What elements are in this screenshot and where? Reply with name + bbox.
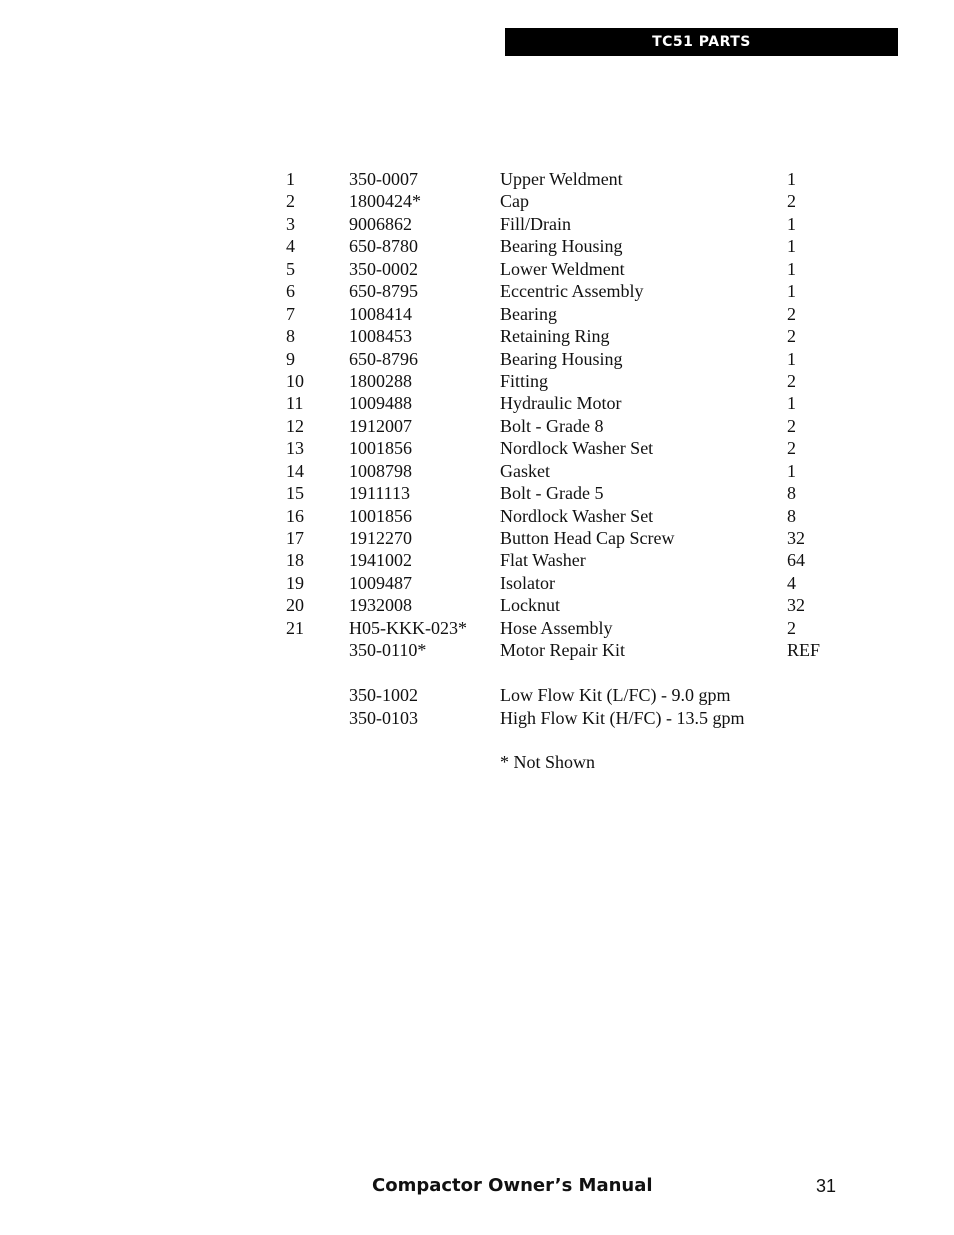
part-number: 1911113 — [349, 483, 410, 504]
part-description: Isolator — [500, 572, 555, 593]
item-number: 8 — [286, 326, 295, 347]
item-number: 14 — [286, 460, 304, 481]
part-number: 650-8796 — [349, 348, 418, 369]
part-description: Eccentric Assembly — [500, 281, 644, 302]
part-number: 350-0002 — [349, 258, 418, 279]
part-description: Bearing — [500, 303, 557, 324]
spacer — [286, 729, 846, 751]
part-description: Bearing Housing — [500, 348, 623, 369]
part-description: Retaining Ring — [500, 326, 610, 347]
item-number: 13 — [286, 438, 304, 459]
part-number: 1800288 — [349, 370, 412, 391]
item-number: 5 — [286, 258, 295, 279]
part-quantity: 32 — [787, 595, 805, 616]
item-number: 2 — [286, 191, 295, 212]
parts-row — [286, 213, 846, 235]
parts-row — [286, 392, 846, 414]
item-number: 4 — [286, 236, 295, 257]
part-description: Locknut — [500, 595, 560, 616]
footnote: * Not Shown — [500, 752, 596, 773]
part-number: 650-8795 — [349, 281, 418, 302]
parts-row — [286, 168, 846, 190]
part-quantity: 1 — [787, 213, 796, 234]
part-quantity: REF — [787, 640, 821, 661]
kit-part-number: 350-1002 — [349, 685, 418, 706]
part-description: Flat Washer — [500, 550, 586, 571]
part-number: 1800424* — [349, 191, 421, 212]
part-quantity: 1 — [787, 348, 796, 369]
part-quantity: 1 — [787, 258, 796, 279]
part-description: Fitting — [500, 370, 549, 391]
parts-row — [286, 325, 846, 347]
parts-row — [286, 460, 846, 482]
part-quantity: 2 — [787, 326, 796, 347]
kit-description: Low Flow Kit (L/FC) - 9.0 gpm — [500, 685, 731, 706]
item-number: 1 — [286, 169, 295, 189]
spacer — [286, 662, 846, 684]
page-number: 31 — [816, 1176, 837, 1196]
parts-row — [286, 505, 846, 527]
kit-description: High Flow Kit (H/FC) - 13.5 gpm — [500, 707, 745, 728]
item-number: 7 — [286, 303, 295, 324]
parts-row — [286, 258, 846, 280]
parts-row — [286, 303, 846, 325]
item-number: 15 — [286, 483, 304, 504]
part-description: Hose Assembly — [500, 617, 613, 638]
parts-row — [286, 482, 846, 504]
parts-row — [286, 549, 846, 571]
part-number: 350-0007 — [349, 169, 418, 189]
parts-row — [286, 594, 846, 616]
parts-row — [286, 639, 846, 661]
part-number: 1932008 — [349, 595, 412, 616]
part-number: 1912270 — [349, 528, 412, 548]
parts-row — [286, 437, 846, 459]
part-description: Cap — [500, 191, 529, 212]
part-description: Bolt - Grade 8 — [500, 415, 604, 436]
page-header-bar — [505, 28, 898, 56]
parts-row — [286, 235, 846, 257]
item-number: 6 — [286, 281, 295, 302]
note-row — [286, 751, 846, 773]
item-number: 21 — [286, 617, 304, 638]
parts-row — [286, 415, 846, 437]
part-number: 1001856 — [349, 505, 412, 526]
part-description: Nordlock Washer Set — [500, 438, 654, 459]
part-quantity: 2 — [787, 438, 796, 459]
part-number: H05-KKK-023* — [349, 617, 467, 638]
part-quantity: 8 — [787, 505, 796, 526]
item-number: 10 — [286, 370, 304, 391]
part-number: 1001856 — [349, 438, 412, 459]
parts-row — [286, 527, 846, 549]
part-quantity: 2 — [787, 415, 796, 436]
item-number: 20 — [286, 595, 304, 616]
part-number: 1912007 — [349, 415, 412, 436]
part-description: Hydraulic Motor — [500, 393, 622, 414]
part-quantity: 1 — [787, 393, 796, 414]
part-description: Bearing Housing — [500, 236, 623, 257]
parts-row — [286, 617, 846, 639]
item-number: 11 — [286, 393, 304, 414]
part-description: Nordlock Washer Set — [500, 505, 654, 526]
part-quantity: 2 — [787, 191, 796, 212]
section-title: TC51 PARTS — [652, 34, 751, 50]
parts-row — [286, 280, 846, 302]
item-number: 17 — [286, 528, 304, 548]
part-quantity: 8 — [787, 483, 796, 504]
item-number: 18 — [286, 550, 304, 571]
part-description: Bolt - Grade 5 — [500, 483, 604, 504]
part-number: 1008453 — [349, 326, 412, 347]
parts-list — [286, 168, 846, 774]
part-quantity: 2 — [787, 303, 796, 324]
part-description: Button Head Cap Screw — [500, 528, 675, 548]
kit-row — [286, 684, 846, 706]
part-quantity: 64 — [787, 550, 805, 571]
part-number: 1009487 — [349, 572, 412, 593]
part-number: 1009488 — [349, 393, 412, 414]
footer-manual-title: Compactor Owner’s Manual — [372, 1175, 653, 1196]
parts-row — [286, 190, 846, 212]
part-quantity: 1 — [787, 169, 796, 189]
part-quantity: 2 — [787, 370, 796, 391]
item-number: 3 — [286, 213, 295, 234]
item-number: 12 — [286, 415, 304, 436]
parts-row — [286, 572, 846, 594]
part-description: Motor Repair Kit — [500, 640, 625, 661]
part-quantity: 4 — [787, 572, 796, 593]
kit-row — [286, 707, 846, 729]
part-quantity: 32 — [787, 528, 805, 548]
part-quantity: 1 — [787, 460, 796, 481]
part-description: Gasket — [500, 460, 550, 481]
parts-row — [286, 348, 846, 370]
part-quantity: 2 — [787, 617, 796, 638]
part-quantity: 1 — [787, 281, 796, 302]
part-quantity: 1 — [787, 236, 796, 257]
part-number: 1941002 — [349, 550, 412, 571]
part-description: Upper Weldment — [500, 169, 623, 189]
item-number: 19 — [286, 572, 304, 593]
part-number: 350-0110* — [349, 640, 427, 661]
part-description: Lower Weldment — [500, 258, 625, 279]
item-number: 16 — [286, 505, 304, 526]
part-number: 1008798 — [349, 460, 412, 481]
kit-part-number: 350-0103 — [349, 707, 418, 728]
part-description: Fill/Drain — [500, 213, 571, 234]
parts-row — [286, 370, 846, 392]
part-number: 1008414 — [349, 303, 412, 324]
item-number: 9 — [286, 348, 295, 369]
part-number: 650-8780 — [349, 236, 418, 257]
part-number: 9006862 — [349, 213, 412, 234]
